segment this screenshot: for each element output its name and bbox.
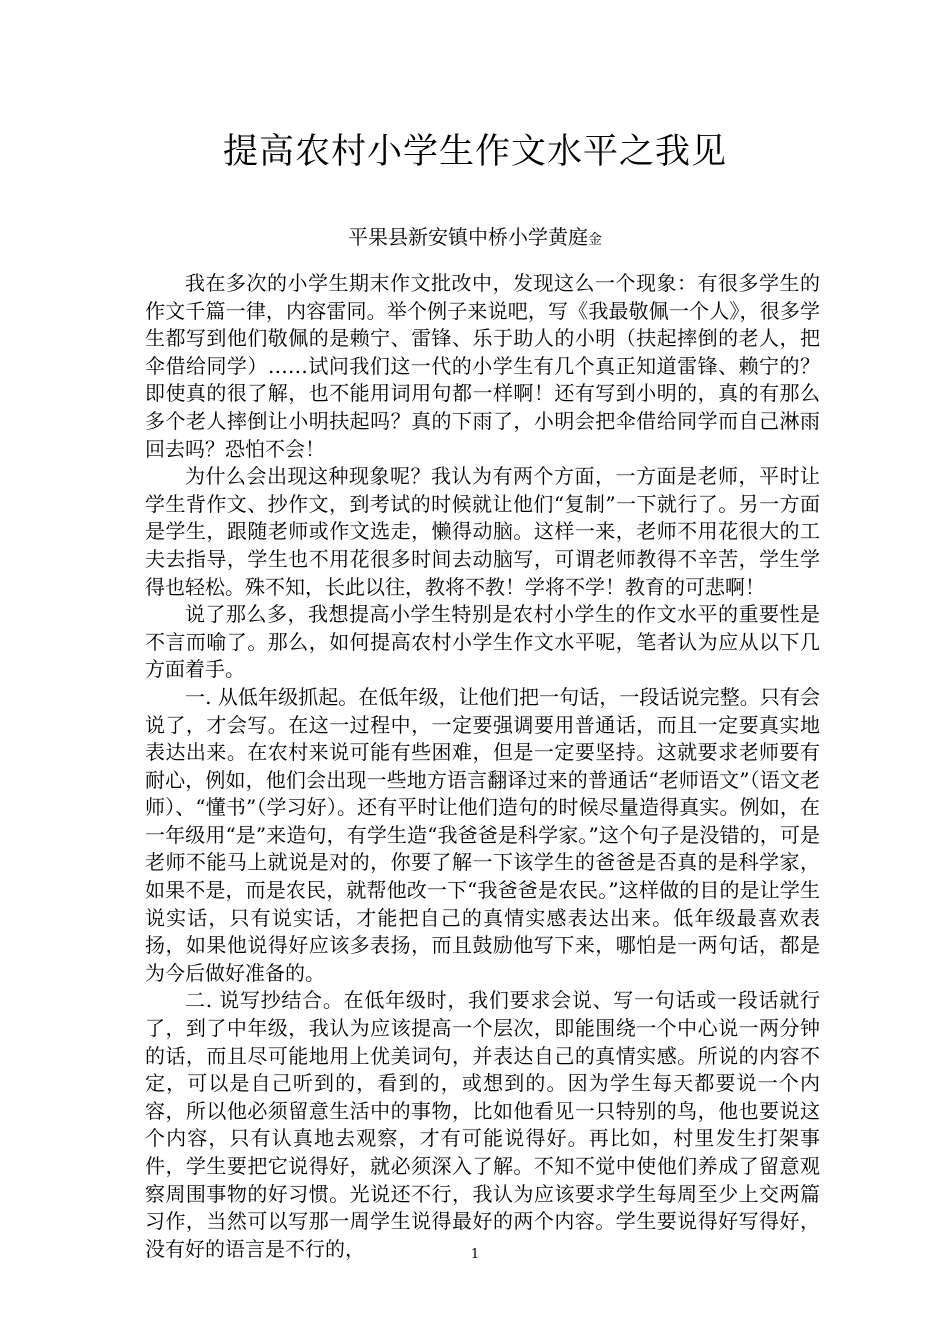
section-one-paragraph: 一. 从低年级抓起。在低年级，让他们把一句话，一段话说完整。只有会说了，才会写。在这一过程中，一定要强调要用普通话，而且一定要真实地表达出来。在农村来说可能有些困难，但是一定要坚持。这就要求老师要有耐心，例如，他们会出现一些地方语言翻译过来的普通话“老师语文”（语文老师）、“懂书”（学习好）。还有平时让他们造句的时候尽量造得真实。例如，在一年级用“是”来造句，有学生造“我爸爸是科学家。”这个句子是没错的，可是老师不能马上就说是对的，你要了解一下该学生的爸爸是否真的是科学家，如果不是，而是农民，就帮他改一下“我爸爸是农民。”这样做的目的是让学生说实话，只有说实话，才能把自己的真情实感表达出来。低年级最喜欢表扬，如果他说得好应该多表扬，而且鼓励他写下来，哪怕是一两句话，都是为今后做好准备的。 bbox=[145, 684, 820, 985]
author-name: 平果县新安镇中桥小学黄庭 bbox=[348, 225, 588, 249]
document-title: 提高农村小学生作文水平之我见 bbox=[222, 132, 727, 172]
author-name-suffix: 金 bbox=[588, 232, 602, 248]
body-paragraph: 为什么会出现这种现象呢？我认为有两个方面，一方面是老师，平时让学生背作文、抄作文，到考试的时候就让他们“复制”一下就行了。另一方面是学生，跟随老师或作文选走，懒得动脑。这样一来，老师不用花很大的工夫去指导，学生也不用花很多时间去动脑写，可谓老师教得不辛苦，学生学得也轻松。殊不知，长此以往，教将不教！学将不学！教育的可悲啊！ bbox=[145, 464, 820, 599]
page-number: 1 bbox=[470, 1247, 480, 1262]
body-paragraph: 我在多次的小学生期末作文批改中，发现这么一个现象：有很多学生的作文千篇一律，内容雷同。举个例子来说吧，写《我最敬佩一个人》，很多学生都写到他们敬佩的是赖宁、雷锋、乐于助人的小明（扶起摔倒的老人，把伞借给同学）……试问我们这一代的小学生有几个真正知道雷锋、赖宁的？即使真的很了解，也不能用词用句都一样啊！还有写到小明的，真的有那么多个老人摔倒让小明扶起吗？真的下雨了，小明会把伞借给同学而自己淋雨回去吗？恐怕不会！ bbox=[145, 271, 820, 461]
document-body bbox=[145, 270, 820, 1263]
section-two-paragraph: 二. 说写抄结合。在低年级时，我们要求会说、写一句话或一段话就行了，到了中年级，我认为应该提高一个层次，即能围绕一个中心说一两分钟的话，而且尽可能地用上优美词句，并表达自己的真情实感。所说的内容不定，可以是自己听到的，看到的，或想到的。因为学生每天都要说一个内容，所以他必须留意生活中的事物，比如他看见一只特别的鸟，他也要说这个内容，只有认真地去观察，才有可能说得好。再比如，村里发生打架事件，学生要把它说得好，就必须深入了解。不知不觉中使他们养成了留意观察周围事物的好习惯。光说还不行，我认为应该要求学生每周至少上交两篇习作，当然可以写那一周学生说得最好的两个内容。学生要说得好写得好，没有好的语言是不行的， bbox=[145, 988, 820, 1261]
author-line bbox=[0, 222, 950, 255]
body-paragraph: 说了那么多，我想提高小学生特别是农村小学生的作文水平的重要性是不言而喻了。那么，如何提高农村小学生作文水平呢，笔者认为应从以下几方面着手。 bbox=[145, 602, 820, 682]
